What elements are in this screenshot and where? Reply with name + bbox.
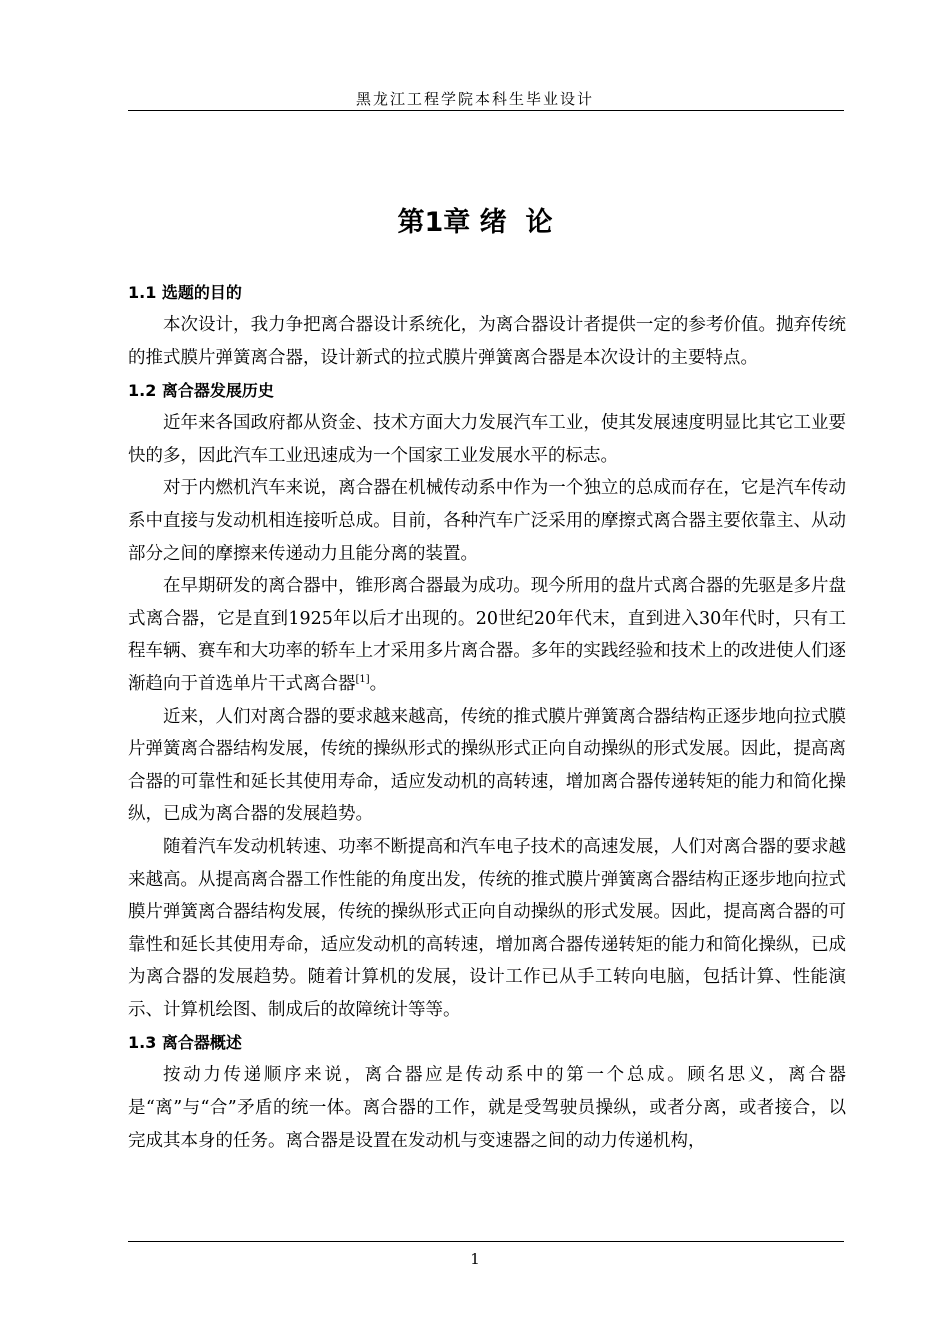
section-heading-1-3: 1.3 离合器概述 xyxy=(128,1033,242,1053)
paragraph: 本次设计，我力争把离合器设计系统化，为离合器设计者提供一定的参考价值。抛弃传统的推式膜片弹簧离合器，设计新式的拉式膜片弹簧离合器是本次设计的主要特点。 xyxy=(128,315,846,368)
footer-rule xyxy=(128,1241,844,1242)
chapter-title: 第1章 绪 论 xyxy=(397,207,553,238)
paragraph-with-citation xyxy=(128,570,846,700)
paragraph: 近来，人们对离合器的要求越来越高，传统的推式膜片弹簧离合器结构正逐步地向拉式膜片弹簧离合器结构发展，传统的操纵形式的操纵形式正向自动操纵的形式发展。因此，提高离合器的可靠性和延长其使用寿命，适应发动机的高转速，增加离合器传递转矩的能力和简化操纵，已成为离合器的发展趋势。 xyxy=(128,706,846,825)
header-rule xyxy=(128,110,844,111)
running-header: 黑龙江工程学院本科生毕业设计 xyxy=(355,90,594,108)
paragraph: 对于内燃机汽车来说，离合器在机械传动系中作为一个独立的总成而存在，它是汽车传动系中直接与发动机相连接听总成。目前，各种汽车广泛采用的摩擦式离合器主要依靠主、从动部分之间的摩擦来传递动力且能分离的装置。 xyxy=(128,478,846,564)
section-heading-1-2: 1.2 离合器发展历史 xyxy=(128,381,274,401)
page-number: 1 xyxy=(470,1250,480,1268)
citation-ref: [1] xyxy=(355,674,370,686)
citation-trailing-punct: 。 xyxy=(369,673,388,694)
page-body xyxy=(128,276,846,1157)
paragraph: 随着汽车发动机转速、功率不断提高和汽车电子技术的高速发展，人们对离合器的要求越来越高。从提高离合器工作性能的角度出发，传统的推式膜片弹簧离合器结构正逐步地向拉式膜片弹簧离合器结构发展，传统的操纵形式正向自动操纵的形式发展。因此，提高离合器的可靠性和延长其使用寿命，适应发动机的高转速，增加离合器传递转矩的能力和简化操纵，已成为离合器的发展趋势。随着计算机的发展，设计工作已从手工转向电脑，包括计算、性能演示、计算机绘图、制成后的故障统计等等。 xyxy=(128,836,846,1020)
paragraph-text: 在早期研发的离合器中，锥形离合器最为成功。现今所用的盘片式离合器的先驱是多片盘式离合器，它是直到1925年以后才出现的。20世纪20年代末，直到进入30年代时，只有工程车辆、赛车和大功率的轿车上才采用多片离合器。多年的实践经验和技术上的改进使人们逐渐趋向于首选单片干式离合器 xyxy=(128,576,846,694)
paragraph: 按动力传递顺序来说，离合器应是传动系中的第一个总成。顾名思义，离合器是“离”与“合”矛盾的统一体。离合器的工作，就是受驾驶员操纵，或者分离，或者接合，以完成其本身的任务。离合器是设置在发动机与变速器之间的动力传递机构， xyxy=(128,1065,846,1151)
section-heading-1-1: 1.1 选题的目的 xyxy=(128,283,242,302)
paragraph: 近年来各国政府都从资金、技术方面大力发展汽车工业，使其发展速度明显比其它工业要快的多，因此汽车工业迅速成为一个国家工业发展水平的标志。 xyxy=(128,413,846,466)
